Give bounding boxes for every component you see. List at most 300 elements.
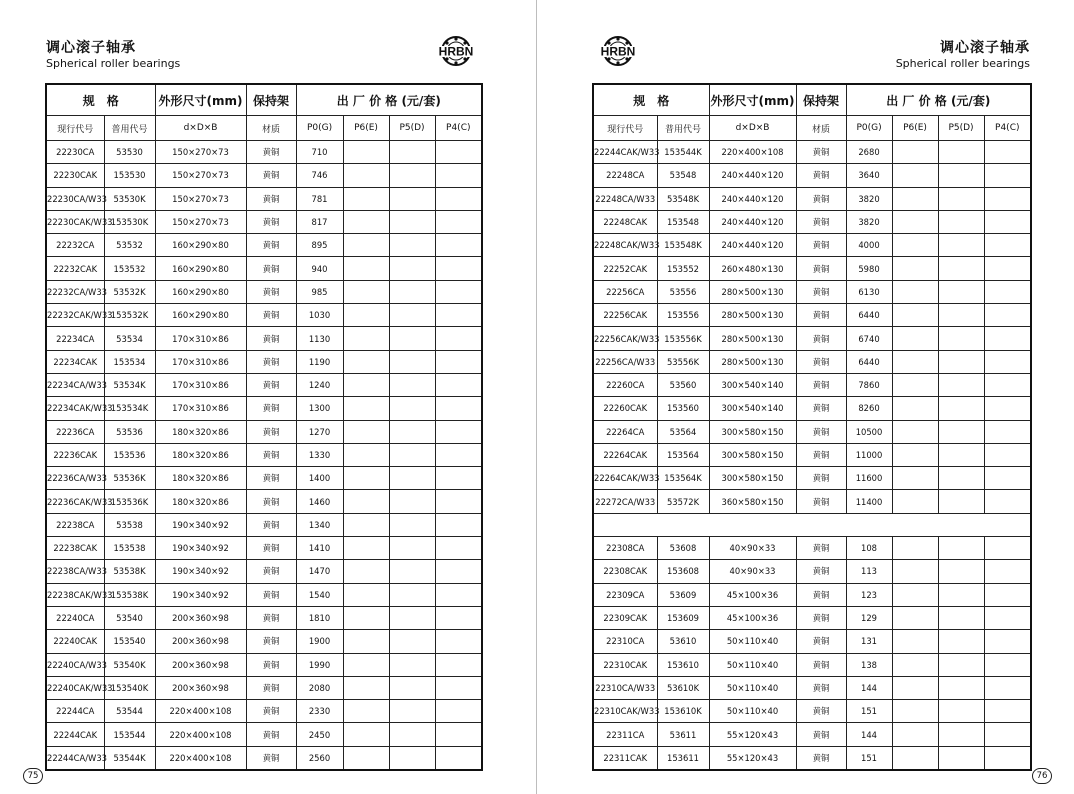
cage-material: 黄铜 xyxy=(796,723,846,746)
cage-material: 黄铜 xyxy=(796,700,846,723)
dimensions: 220×400×108 xyxy=(155,746,246,770)
price-p5 xyxy=(938,373,984,396)
table-row xyxy=(593,560,1031,583)
old-code: 53532 xyxy=(104,234,155,257)
dimensions: 240×440×120 xyxy=(709,187,796,210)
table-row xyxy=(46,141,482,164)
table-row xyxy=(593,187,1031,210)
dimensions: 180×320×86 xyxy=(155,490,246,513)
bearing-code: 22234CA/W33 xyxy=(46,373,104,396)
price-p6 xyxy=(892,234,938,257)
old-code: 53540 xyxy=(104,606,155,629)
dimensions: 50×110×40 xyxy=(709,700,796,723)
bearing-code: 22309CA xyxy=(593,583,657,606)
old-code: 53608 xyxy=(657,537,709,560)
bearing-code: 22272CA/W33 xyxy=(593,490,657,513)
dimensions: 170×310×86 xyxy=(155,373,246,396)
old-code: 153548 xyxy=(657,210,709,233)
cage-material: 黄铜 xyxy=(246,164,296,187)
dimensions: 190×340×92 xyxy=(155,537,246,560)
price-p0: 1810 xyxy=(296,606,343,629)
old-code: 53556 xyxy=(657,280,709,303)
price-p4 xyxy=(435,304,482,327)
bearing-code: 22238CA xyxy=(46,513,104,536)
old-code: 153536 xyxy=(104,443,155,466)
price-p5 xyxy=(389,700,435,723)
price-p6 xyxy=(892,280,938,303)
dimensions: 170×310×86 xyxy=(155,397,246,420)
price-p0: 1400 xyxy=(296,467,343,490)
price-p0: 781 xyxy=(296,187,343,210)
price-p0: 108 xyxy=(846,537,892,560)
table-row xyxy=(593,653,1031,676)
price-p4 xyxy=(435,653,482,676)
dimensions: 280×500×130 xyxy=(709,350,796,373)
cage-material: 黄铜 xyxy=(246,700,296,723)
price-p4 xyxy=(984,560,1031,583)
price-p5 xyxy=(938,560,984,583)
cage-material: 黄铜 xyxy=(796,537,846,560)
price-p5 xyxy=(938,234,984,257)
price-p0: 113 xyxy=(846,560,892,583)
cage-material: 黄铜 xyxy=(796,257,846,280)
bearing-code: 22260CA xyxy=(593,373,657,396)
dimensions: 280×500×130 xyxy=(709,280,796,303)
price-p5 xyxy=(938,746,984,770)
dimensions: 160×290×80 xyxy=(155,304,246,327)
header-cur-code: 现行代号 xyxy=(593,116,657,141)
price-p6 xyxy=(892,141,938,164)
table-row xyxy=(593,723,1031,746)
dimensions: 240×440×120 xyxy=(709,234,796,257)
price-p6 xyxy=(343,676,389,699)
price-p5 xyxy=(938,443,984,466)
table-row xyxy=(46,513,482,536)
price-p5 xyxy=(389,420,435,443)
bearing-code: 22234CAK/W33 xyxy=(46,397,104,420)
price-p6 xyxy=(343,280,389,303)
price-p6 xyxy=(343,164,389,187)
price-p6 xyxy=(343,723,389,746)
bearing-code: 22310CAK/W33 xyxy=(593,700,657,723)
price-p6 xyxy=(892,327,938,350)
price-p6 xyxy=(892,257,938,280)
cage-material: 黄铜 xyxy=(796,420,846,443)
header-price: 出 厂 价 格 (元/套) xyxy=(846,84,1031,116)
header-cur-code: 现行代号 xyxy=(46,116,104,141)
price-p4 xyxy=(984,304,1031,327)
price-p6 xyxy=(343,746,389,770)
hrbn-logo xyxy=(432,34,480,68)
bearing-code: 22232CAK/W33 xyxy=(46,304,104,327)
dimensions: 200×360×98 xyxy=(155,606,246,629)
price-p4 xyxy=(984,723,1031,746)
bearing-code: 22240CAK xyxy=(46,630,104,653)
price-p4 xyxy=(435,187,482,210)
dimensions: 240×440×120 xyxy=(709,210,796,233)
price-p0: 2330 xyxy=(296,700,343,723)
price-p5 xyxy=(938,420,984,443)
dimensions: 160×290×80 xyxy=(155,280,246,303)
price-p5 xyxy=(389,187,435,210)
price-p0: 1460 xyxy=(296,490,343,513)
old-code: 53536 xyxy=(104,420,155,443)
price-p4 xyxy=(984,443,1031,466)
cage-material: 黄铜 xyxy=(796,210,846,233)
header-p0: P0(G) xyxy=(846,116,892,141)
table-row xyxy=(593,141,1031,164)
table-row xyxy=(593,443,1031,466)
price-p0: 3820 xyxy=(846,187,892,210)
table-row xyxy=(593,676,1031,699)
price-p5 xyxy=(938,141,984,164)
price-p0: 11400 xyxy=(846,490,892,513)
bearing-code: 22230CAK xyxy=(46,164,104,187)
cage-material: 黄铜 xyxy=(796,630,846,653)
price-p5 xyxy=(938,280,984,303)
bearing-code: 22260CAK xyxy=(593,397,657,420)
cage-material: 黄铜 xyxy=(246,141,296,164)
bearing-code: 22230CAK/W33 xyxy=(46,210,104,233)
dimensions: 55×120×43 xyxy=(709,746,796,770)
table-row xyxy=(593,350,1031,373)
old-code: 153556 xyxy=(657,304,709,327)
old-code: 53540K xyxy=(104,653,155,676)
cage-material: 黄铜 xyxy=(796,606,846,629)
header-p5: P5(D) xyxy=(938,116,984,141)
price-p6 xyxy=(343,513,389,536)
price-p0: 144 xyxy=(846,676,892,699)
cage-material: 黄铜 xyxy=(796,490,846,513)
price-p6 xyxy=(343,257,389,280)
old-code: 153560 xyxy=(657,397,709,420)
table-row xyxy=(593,583,1031,606)
table-row xyxy=(46,420,482,443)
header-p6: P6(E) xyxy=(343,116,389,141)
price-p5 xyxy=(938,467,984,490)
cage-material: 黄铜 xyxy=(246,257,296,280)
price-p4 xyxy=(984,257,1031,280)
price-p4 xyxy=(984,210,1031,233)
table-row xyxy=(593,164,1031,187)
bearing-code: 22230CA/W33 xyxy=(46,187,104,210)
cage-material: 黄铜 xyxy=(796,397,846,420)
old-code: 53609 xyxy=(657,583,709,606)
price-p0: 1540 xyxy=(296,583,343,606)
price-p4 xyxy=(984,490,1031,513)
old-code: 153534 xyxy=(104,350,155,373)
old-code: 153608 xyxy=(657,560,709,583)
dimensions: 150×270×73 xyxy=(155,164,246,187)
price-p5 xyxy=(389,164,435,187)
price-p6 xyxy=(343,210,389,233)
cage-material: 黄铜 xyxy=(246,653,296,676)
page-title-cn: 调心滚子轴承 xyxy=(940,40,1030,56)
header-p6: P6(E) xyxy=(892,116,938,141)
dimensions: 240×440×120 xyxy=(709,164,796,187)
price-p5 xyxy=(389,397,435,420)
old-code: 153534K xyxy=(104,397,155,420)
price-p6 xyxy=(892,164,938,187)
price-p4 xyxy=(435,443,482,466)
old-code: 53538 xyxy=(104,513,155,536)
price-p4 xyxy=(435,537,482,560)
dimensions: 360×580×150 xyxy=(709,490,796,513)
price-p5 xyxy=(389,630,435,653)
price-p5 xyxy=(938,653,984,676)
bearing-code: 22308CA xyxy=(593,537,657,560)
price-p4 xyxy=(435,257,482,280)
dimensions: 200×360×98 xyxy=(155,676,246,699)
old-code: 153530 xyxy=(104,164,155,187)
old-code: 153532K xyxy=(104,304,155,327)
old-code: 153544K xyxy=(657,141,709,164)
price-p4 xyxy=(435,280,482,303)
price-p5 xyxy=(389,280,435,303)
bearing-code: 22309CAK xyxy=(593,606,657,629)
price-p0: 3640 xyxy=(846,164,892,187)
cage-material: 黄铜 xyxy=(796,373,846,396)
dimensions: 190×340×92 xyxy=(155,583,246,606)
price-p0: 129 xyxy=(846,606,892,629)
bearing-code: 22310CA xyxy=(593,630,657,653)
table-row xyxy=(593,606,1031,629)
old-code: 53534 xyxy=(104,327,155,350)
price-p0: 1410 xyxy=(296,537,343,560)
price-p6 xyxy=(343,397,389,420)
old-code: 153610 xyxy=(657,653,709,676)
table-row xyxy=(46,397,482,420)
bearing-code: 22248CAK xyxy=(593,210,657,233)
bearing-code: 22234CAK xyxy=(46,350,104,373)
old-code: 153540K xyxy=(104,676,155,699)
header-spec: 规 格 xyxy=(46,84,155,116)
price-p0: 144 xyxy=(846,723,892,746)
cage-material: 黄铜 xyxy=(796,560,846,583)
price-p4 xyxy=(435,513,482,536)
bearing-code: 22232CAK xyxy=(46,257,104,280)
table-row xyxy=(593,490,1031,513)
table-row xyxy=(46,187,482,210)
price-p6 xyxy=(892,723,938,746)
price-p0: 1030 xyxy=(296,304,343,327)
header-old-code: 普用代号 xyxy=(657,116,709,141)
price-p6 xyxy=(343,630,389,653)
cage-material: 黄铜 xyxy=(246,560,296,583)
price-p0: 131 xyxy=(846,630,892,653)
bearing-code: 22256CAK xyxy=(593,304,657,327)
price-p4 xyxy=(435,467,482,490)
dimensions: 280×500×130 xyxy=(709,327,796,350)
table-row xyxy=(46,700,482,723)
old-code: 153548K xyxy=(657,234,709,257)
price-p0: 3820 xyxy=(846,210,892,233)
price-p6 xyxy=(343,653,389,676)
bearing-code: 22308CAK xyxy=(593,560,657,583)
price-p4 xyxy=(435,746,482,770)
cage-material: 黄铜 xyxy=(246,723,296,746)
table-row xyxy=(593,397,1031,420)
price-p6 xyxy=(343,187,389,210)
old-code: 53530 xyxy=(104,141,155,164)
price-p0: 6740 xyxy=(846,327,892,350)
price-p4 xyxy=(984,583,1031,606)
old-code: 53544 xyxy=(104,700,155,723)
price-p4 xyxy=(984,327,1031,350)
separator-cell xyxy=(593,513,1031,536)
dimensions: 150×270×73 xyxy=(155,141,246,164)
price-p5 xyxy=(938,490,984,513)
price-p0: 8260 xyxy=(846,397,892,420)
price-p6 xyxy=(343,537,389,560)
table-row xyxy=(593,373,1031,396)
price-p0: 10500 xyxy=(846,420,892,443)
page-number: 76 xyxy=(1032,768,1052,784)
table-row xyxy=(593,467,1031,490)
price-p5 xyxy=(938,397,984,420)
hrbn-logo xyxy=(594,34,642,68)
cage-material: 黄铜 xyxy=(796,746,846,770)
bearing-code: 22232CA xyxy=(46,234,104,257)
cage-material: 黄铜 xyxy=(246,537,296,560)
price-p0: 6130 xyxy=(846,280,892,303)
price-p4 xyxy=(984,164,1031,187)
price-p0: 1130 xyxy=(296,327,343,350)
price-p6 xyxy=(343,373,389,396)
bearing-code: 22244CAK xyxy=(46,723,104,746)
price-p4 xyxy=(435,373,482,396)
price-p6 xyxy=(343,420,389,443)
bearing-code: 22310CA/W33 xyxy=(593,676,657,699)
table-row xyxy=(593,304,1031,327)
header-p5: P5(D) xyxy=(389,116,435,141)
table-row xyxy=(46,630,482,653)
dimensions: 180×320×86 xyxy=(155,467,246,490)
header-dims: 外形尺寸(mm) xyxy=(709,84,796,116)
bearing-code: 22248CA/W33 xyxy=(593,187,657,210)
table-row xyxy=(46,164,482,187)
dimensions: 200×360×98 xyxy=(155,630,246,653)
price-p6 xyxy=(343,467,389,490)
old-code: 153538K xyxy=(104,583,155,606)
right-price-table xyxy=(592,83,1032,771)
price-p6 xyxy=(343,583,389,606)
price-p6 xyxy=(892,746,938,770)
bearing-code: 22244CA/W33 xyxy=(46,746,104,770)
price-p6 xyxy=(343,234,389,257)
price-p4 xyxy=(984,420,1031,443)
cage-material: 黄铜 xyxy=(796,327,846,350)
page-title-cn: 调心滚子轴承 xyxy=(46,40,136,56)
dimensions: 300×580×150 xyxy=(709,467,796,490)
old-code: 153540 xyxy=(104,630,155,653)
table-row xyxy=(46,537,482,560)
header-cage: 保持架 xyxy=(796,84,846,116)
price-p0: 1900 xyxy=(296,630,343,653)
price-p6 xyxy=(892,350,938,373)
right-page xyxy=(538,0,1074,794)
price-p0: 1190 xyxy=(296,350,343,373)
price-p6 xyxy=(343,327,389,350)
price-p6 xyxy=(892,630,938,653)
cage-material: 黄铜 xyxy=(246,280,296,303)
bearing-code: 22311CAK xyxy=(593,746,657,770)
price-p5 xyxy=(938,676,984,699)
cage-material: 黄铜 xyxy=(246,490,296,513)
cage-material: 黄铜 xyxy=(796,141,846,164)
bearing-code: 22234CA xyxy=(46,327,104,350)
old-code: 153564K xyxy=(657,467,709,490)
cage-material: 黄铜 xyxy=(246,397,296,420)
price-p4 xyxy=(984,373,1031,396)
price-p5 xyxy=(389,210,435,233)
old-code: 53548 xyxy=(657,164,709,187)
price-p4 xyxy=(984,350,1031,373)
price-p5 xyxy=(389,513,435,536)
old-code: 153538 xyxy=(104,537,155,560)
bearing-code: 22230CA xyxy=(46,141,104,164)
bearing-code: 22264CAK xyxy=(593,443,657,466)
price-p0: 2450 xyxy=(296,723,343,746)
old-code: 153609 xyxy=(657,606,709,629)
bearing-code: 22236CA/W33 xyxy=(46,467,104,490)
price-p6 xyxy=(892,373,938,396)
dimensions: 160×290×80 xyxy=(155,257,246,280)
price-p4 xyxy=(435,676,482,699)
cage-material: 黄铜 xyxy=(246,513,296,536)
old-code: 153611 xyxy=(657,746,709,770)
old-code: 53534K xyxy=(104,373,155,396)
price-p6 xyxy=(343,490,389,513)
dimensions: 300×580×150 xyxy=(709,420,796,443)
price-p5 xyxy=(938,327,984,350)
price-p4 xyxy=(984,397,1031,420)
price-p6 xyxy=(892,583,938,606)
table-row xyxy=(593,280,1031,303)
price-p5 xyxy=(389,234,435,257)
dimensions: 40×90×33 xyxy=(709,560,796,583)
price-p5 xyxy=(389,606,435,629)
dimensions: 220×400×108 xyxy=(709,141,796,164)
cage-material: 黄铜 xyxy=(796,443,846,466)
header-material: 材质 xyxy=(796,116,846,141)
cage-material: 黄铜 xyxy=(246,350,296,373)
price-p0: 985 xyxy=(296,280,343,303)
logo-text: HRBN xyxy=(438,44,474,59)
table-row xyxy=(46,210,482,233)
dimensions: 300×540×140 xyxy=(709,397,796,420)
old-code: 153544 xyxy=(104,723,155,746)
price-p4 xyxy=(435,723,482,746)
table-row xyxy=(46,746,482,770)
table-row xyxy=(46,234,482,257)
dimensions: 45×100×36 xyxy=(709,583,796,606)
price-p4 xyxy=(984,630,1031,653)
price-p0: 1240 xyxy=(296,373,343,396)
price-p0: 1330 xyxy=(296,443,343,466)
cage-material: 黄铜 xyxy=(246,304,296,327)
dimensions: 200×360×98 xyxy=(155,653,246,676)
price-p6 xyxy=(343,443,389,466)
table-row xyxy=(593,327,1031,350)
old-code: 53610 xyxy=(657,630,709,653)
dimensions: 300×540×140 xyxy=(709,373,796,396)
price-p0: 5980 xyxy=(846,257,892,280)
bearing-code: 22236CAK xyxy=(46,443,104,466)
cage-material: 黄铜 xyxy=(796,234,846,257)
dimensions: 300×580×150 xyxy=(709,443,796,466)
section-separator xyxy=(593,513,1031,536)
